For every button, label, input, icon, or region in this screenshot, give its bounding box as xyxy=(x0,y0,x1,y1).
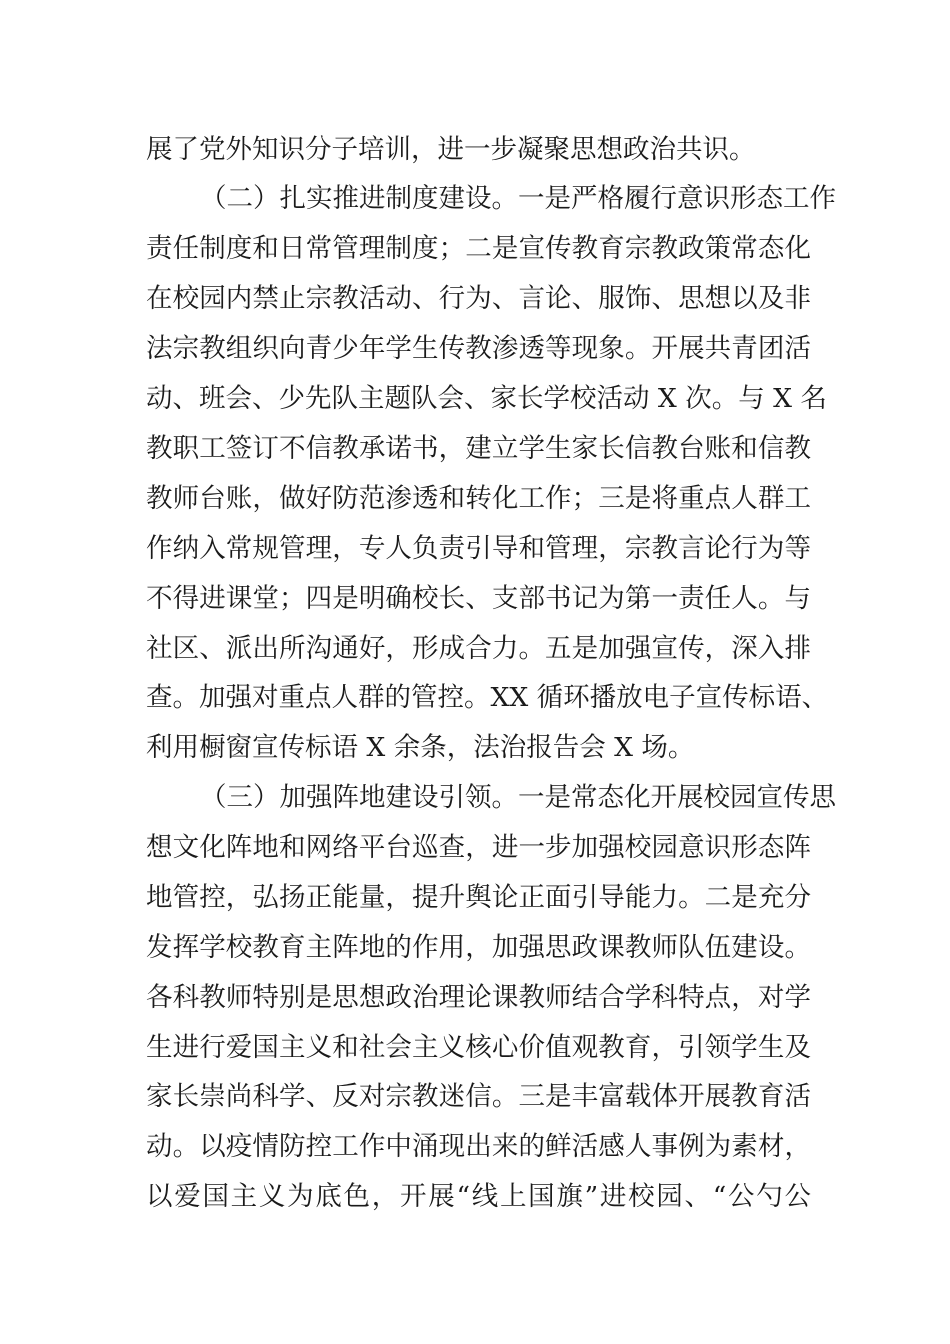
section-heading-line: （二）扎实推进制度建设。一是严格履行意识形态工作 xyxy=(200,183,836,214)
text-line: 查。加强对重点人群的管控。XX 循环播放电子宣传标语、 xyxy=(146,682,829,713)
text-line: 展了党外知识分子培训，进一步凝聚思想政治共识。 xyxy=(146,134,756,165)
text-line: 教职工签订不信教承诺书，建立学生家长信教台账和信教 xyxy=(146,433,811,464)
text-line: 各科教师特别是思想政治理论课教师结合学科特点，对学 xyxy=(146,982,811,1013)
text-line: 以爱国主义为底色，开展“线上国旗”进校园、“公勺公 xyxy=(146,1181,811,1212)
text-line: 想文化阵地和网络平台巡查，进一步加强校园意识形态阵 xyxy=(146,832,811,863)
text-line: 发挥学校教育主阵地的作用，加强思政课教师队伍建设。 xyxy=(146,932,811,963)
text-line: 社区、派出所沟通好，形成合力。五是加强宣传，深入排 xyxy=(146,633,811,664)
text-line: 家长崇尚科学、反对宗教迷信。三是丰富载体开展教育活 xyxy=(146,1081,811,1112)
text-line: 作纳入常规管理，专人负责引导和管理，宗教言论行为等 xyxy=(146,533,811,564)
text-line: 责任制度和日常管理制度；二是宣传教育宗教政策常态化 xyxy=(146,233,811,264)
text-line: 教师台账，做好防范渗透和转化工作；三是将重点人群工 xyxy=(146,483,811,514)
text-line: 地管控，弘扬正能量，提升舆论正面引导能力。二是充分 xyxy=(146,882,811,913)
text-line: 不得进课堂；四是明确校长、支部书记为第一责任人。与 xyxy=(146,583,811,614)
text-line: 动。以疫情防控工作中涌现出来的鲜活感人事例为素材， xyxy=(146,1131,811,1162)
text-line: 利用橱窗宣传标语 X 余条，法治报告会 X 场。 xyxy=(146,732,695,763)
text-line: 法宗教组织向青少年学生传教渗透等现象。开展共青团活 xyxy=(146,333,811,364)
text-line: 在校园内禁止宗教活动、行为、言论、服饰、思想以及非 xyxy=(146,283,811,314)
text-line: 生进行爱国主义和社会主义核心价值观教育，引领学生及 xyxy=(146,1032,811,1063)
text-line: 动、班会、少先队主题队会、家长学校活动 X 次。与 X 名 xyxy=(146,383,827,414)
section-heading-line: （三）加强阵地建设引领。一是常态化开展校园宣传思 xyxy=(200,782,836,813)
